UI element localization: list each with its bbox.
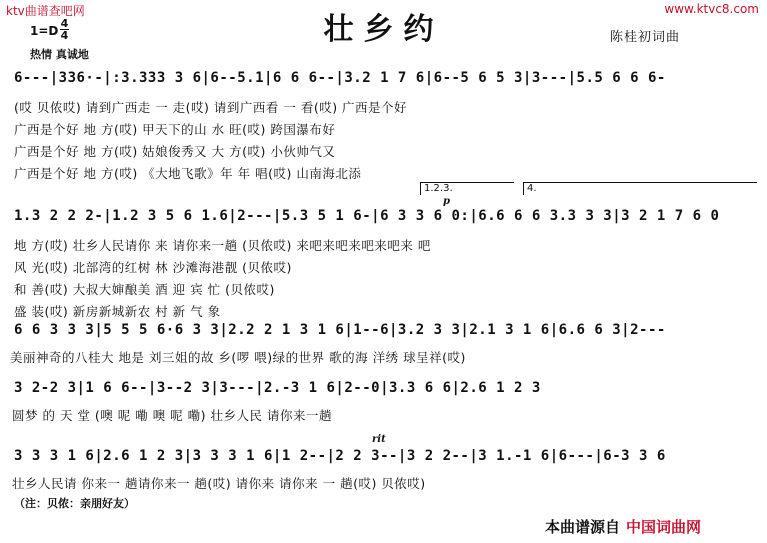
- site-watermark-right[interactable]: www.ktvc8.com: [664, 2, 759, 16]
- notation-line-5: 3 3 3 1 6|2.6 1 2 3|3 3 3 1 6|1 2--|2 2 3--|3 2 2--|3 1.-1 6|6---|6-3 3 6: [14, 448, 666, 464]
- lyrics-1-verse-2: 广西是个好 地 方(哎) 甲天下的山 水 旺(哎) 跨国瀑布好: [14, 122, 336, 137]
- lyrics-2-verse-2: 风 光(哎) 北部湾的红树 林 沙滩海港靓 (贝侬哎): [14, 260, 292, 275]
- dynamic-mark-p: p: [443, 196, 450, 207]
- lyrics-2-verse-3: 和 善(哎) 大叔大婶酿美 酒 迎 宾 忙 (贝侬哎): [14, 282, 275, 297]
- lyrics-3: 美丽神奇的八桂大 地是 刘三姐的故 乡(啰 喂)绿的世界 歌的海 洋绣 球呈祥(哎): [10, 350, 466, 365]
- tempo-mark-rit: rit: [372, 434, 386, 445]
- source-credit: [545, 516, 701, 537]
- site-watermark-left[interactable]: ktv曲谱查吧网: [6, 4, 85, 18]
- tempo-marking: 热情 真诚地: [30, 48, 89, 61]
- footnote: （注：贝侬：亲朋好友）: [14, 497, 135, 510]
- lyrics-2-verse-1: 地 方(哎) 壮乡人民请你 来 请你来一趟 (贝侬哎) 来吧来吧来吧来吧来 吧: [14, 238, 431, 253]
- lyrics-5: 壮乡人民请 你来一 趟请你来一 趟(哎) 请你来 请你来 一 趟(哎) 贝侬哎): [12, 476, 426, 491]
- lyrics-2-verse-4: 盛 装(哎) 新房新城新农 村 新 气 象: [14, 304, 221, 319]
- notation-line-3: 6 6 3 3 3|5 5 5 6·6 3 3|2.2 2 1 3 1 6|1--6|3.2 3 3|2.1 3 1 6|6.6 6 3|2---: [14, 322, 666, 338]
- composer-credit: 陈桂初词曲: [610, 30, 681, 45]
- lyrics-1-verse-1: (哎 贝侬哎) 请到广西走 一 走(哎) 请到广西看 一 看(哎) 广西是个好: [14, 100, 408, 115]
- lyrics-4: 圆梦 的 天 堂 (噢 呢 嘞 噢 呢 嘞) 壮乡人民 请你来一趟: [12, 408, 332, 423]
- time-numerator: 4: [60, 17, 69, 30]
- lyrics-1-verse-3: 广西是个好 地 方(哎) 姑娘俊秀又 大 方(哎) 小伙帅气又: [14, 144, 336, 159]
- notation-line-2: 1.3 2 2 2-|1.2 3 5 6 1.6|2---|5.3 5 1 6-|6 3 3 6 0:|6.6 6 6 3.3 3 3|3 2 1 7 6 0: [14, 208, 720, 224]
- notation-line-1: 6---|336·-|:3.333 3 6|6--5.1|6 6 6--|3.2 1 7 6|6--5 6 5 3|3---|5.5 6 6 6-: [14, 70, 666, 86]
- time-denominator: 4: [60, 29, 69, 42]
- source-brand-link[interactable]: 中国词曲网: [626, 518, 702, 536]
- volta-bracket-second: 4.: [523, 182, 757, 195]
- key-signature: 1=D: [30, 24, 59, 38]
- lyrics-1-verse-4: 广西是个好 地 方(哎) 《大地飞歌》年 年 唱(哎) 山南海北添: [14, 166, 362, 181]
- volta-bracket-first: 1.2.3.: [420, 182, 514, 195]
- time-signature: [60, 18, 69, 41]
- notation-line-4: 3 2-2 3|1 6 6--|3--2 3|3---|2.-3 1 6|2--0|3.3 6 6|2.6 1 2 3: [14, 380, 541, 396]
- source-label: 本曲谱源自: [545, 518, 621, 536]
- song-title: 壮乡约: [323, 12, 444, 47]
